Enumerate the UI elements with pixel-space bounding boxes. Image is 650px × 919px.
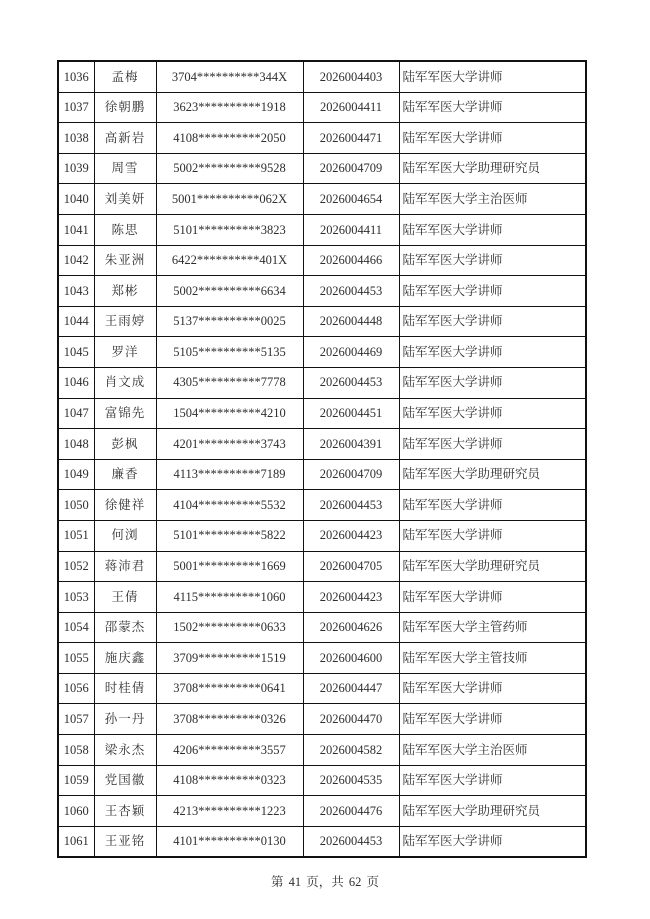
cell-code: 2026004423 xyxy=(303,582,399,613)
cell-id: 5002**********6634 xyxy=(156,276,303,307)
cell-title: 陆军军医大学讲师 xyxy=(399,398,586,429)
roster-table xyxy=(57,60,587,858)
cell-name: 郑彬 xyxy=(94,276,156,307)
cell-name: 时桂倩 xyxy=(94,673,156,704)
cell-seq: 1054 xyxy=(58,612,94,643)
cell-id: 4108**********2050 xyxy=(156,123,303,154)
cell-seq: 1057 xyxy=(58,704,94,735)
cell-name: 王倩 xyxy=(94,582,156,613)
cell-name: 徐朝鹏 xyxy=(94,92,156,123)
cell-seq: 1048 xyxy=(58,429,94,460)
cell-id: 4108**********0323 xyxy=(156,765,303,796)
table-row xyxy=(58,551,586,582)
table-row xyxy=(58,153,586,184)
cell-name: 施庆鑫 xyxy=(94,643,156,674)
cell-seq: 1055 xyxy=(58,643,94,674)
cell-code: 2026004451 xyxy=(303,398,399,429)
table-row xyxy=(58,306,586,337)
table-row xyxy=(58,826,586,857)
cell-code: 2026004600 xyxy=(303,643,399,674)
cell-name: 邵蒙杰 xyxy=(94,612,156,643)
table-row xyxy=(58,214,586,245)
cell-code: 2026004447 xyxy=(303,673,399,704)
cell-id: 4201**********3743 xyxy=(156,429,303,460)
cell-code: 2026004453 xyxy=(303,276,399,307)
cell-title: 陆军军医大学讲师 xyxy=(399,520,586,551)
cell-id: 3709**********1519 xyxy=(156,643,303,674)
cell-code: 2026004391 xyxy=(303,429,399,460)
cell-seq: 1037 xyxy=(58,92,94,123)
cell-code: 2026004411 xyxy=(303,92,399,123)
cell-name: 孙一丹 xyxy=(94,704,156,735)
page-indicator: 第 41 页，共 62 页 xyxy=(270,875,379,889)
cell-title: 陆军军医大学讲师 xyxy=(399,92,586,123)
cell-seq: 1059 xyxy=(58,765,94,796)
cell-title: 陆军军医大学讲师 xyxy=(399,429,586,460)
cell-id: 3704**********344X xyxy=(156,61,303,92)
cell-title: 陆军军医大学主管技师 xyxy=(399,643,586,674)
cell-name: 肖文成 xyxy=(94,367,156,398)
cell-name: 何浏 xyxy=(94,520,156,551)
cell-name: 富锦先 xyxy=(94,398,156,429)
cell-name: 徐健祥 xyxy=(94,490,156,521)
table-row xyxy=(58,765,586,796)
cell-code: 2026004453 xyxy=(303,367,399,398)
cell-seq: 1058 xyxy=(58,735,94,766)
cell-id: 5101**********5822 xyxy=(156,520,303,551)
cell-name: 党国徽 xyxy=(94,765,156,796)
cell-seq: 1039 xyxy=(58,153,94,184)
cell-title: 陆军军医大学助理研究员 xyxy=(399,459,586,490)
cell-code: 2026004709 xyxy=(303,459,399,490)
cell-id: 4206**********3557 xyxy=(156,735,303,766)
cell-name: 朱亚洲 xyxy=(94,245,156,276)
cell-code: 2026004476 xyxy=(303,796,399,827)
table-row xyxy=(58,490,586,521)
cell-code: 2026004626 xyxy=(303,612,399,643)
cell-id: 3708**********0326 xyxy=(156,704,303,735)
cell-seq: 1050 xyxy=(58,490,94,521)
cell-id: 1502**********0633 xyxy=(156,612,303,643)
cell-id: 5137**********0025 xyxy=(156,306,303,337)
cell-title: 陆军军医大学助理研究员 xyxy=(399,153,586,184)
cell-title: 陆军军医大学主管药师 xyxy=(399,612,586,643)
cell-id: 4101**********0130 xyxy=(156,826,303,857)
cell-code: 2026004403 xyxy=(303,61,399,92)
cell-seq: 1045 xyxy=(58,337,94,368)
cell-name: 廉香 xyxy=(94,459,156,490)
cell-seq: 1061 xyxy=(58,826,94,857)
cell-code: 2026004469 xyxy=(303,337,399,368)
cell-seq: 1046 xyxy=(58,367,94,398)
cell-code: 2026004470 xyxy=(303,704,399,735)
cell-code: 2026004582 xyxy=(303,735,399,766)
cell-id: 4213**********1223 xyxy=(156,796,303,827)
cell-id: 4305**********7778 xyxy=(156,367,303,398)
cell-code: 2026004535 xyxy=(303,765,399,796)
cell-id: 5001**********1669 xyxy=(156,551,303,582)
cell-code: 2026004471 xyxy=(303,123,399,154)
cell-name: 蒋沛君 xyxy=(94,551,156,582)
table-row xyxy=(58,582,586,613)
cell-id: 1504**********4210 xyxy=(156,398,303,429)
table-row xyxy=(58,643,586,674)
cell-id: 4113**********7189 xyxy=(156,459,303,490)
cell-name: 王雨婷 xyxy=(94,306,156,337)
table-row xyxy=(58,735,586,766)
cell-seq: 1041 xyxy=(58,214,94,245)
cell-name: 王杏颖 xyxy=(94,796,156,827)
cell-title: 陆军军医大学主治医师 xyxy=(399,735,586,766)
cell-seq: 1040 xyxy=(58,184,94,215)
cell-title: 陆军军医大学讲师 xyxy=(399,367,586,398)
cell-title: 陆军军医大学助理研究员 xyxy=(399,551,586,582)
table-row xyxy=(58,367,586,398)
cell-seq: 1044 xyxy=(58,306,94,337)
cell-id: 3708**********0641 xyxy=(156,673,303,704)
cell-code: 2026004411 xyxy=(303,214,399,245)
cell-id: 4104**********5532 xyxy=(156,490,303,521)
cell-code: 2026004453 xyxy=(303,826,399,857)
cell-title: 陆军军医大学讲师 xyxy=(399,337,586,368)
table-row xyxy=(58,245,586,276)
cell-name: 彭枫 xyxy=(94,429,156,460)
table-row xyxy=(58,612,586,643)
cell-title: 陆军军医大学讲师 xyxy=(399,214,586,245)
cell-seq: 1053 xyxy=(58,582,94,613)
table-row xyxy=(58,123,586,154)
cell-seq: 1052 xyxy=(58,551,94,582)
cell-id: 5001**********062X xyxy=(156,184,303,215)
cell-name: 陈思 xyxy=(94,214,156,245)
cell-title: 陆军军医大学讲师 xyxy=(399,245,586,276)
cell-title: 陆军军医大学讲师 xyxy=(399,490,586,521)
cell-seq: 1042 xyxy=(58,245,94,276)
table-row xyxy=(58,337,586,368)
cell-name: 高新岩 xyxy=(94,123,156,154)
table-row xyxy=(58,184,586,215)
cell-title: 陆军军医大学讲师 xyxy=(399,582,586,613)
cell-seq: 1036 xyxy=(58,61,94,92)
cell-title: 陆军军医大学主治医师 xyxy=(399,184,586,215)
cell-seq: 1051 xyxy=(58,520,94,551)
cell-code: 2026004709 xyxy=(303,153,399,184)
cell-id: 5101**********3823 xyxy=(156,214,303,245)
table-row xyxy=(58,429,586,460)
cell-id: 5002**********9528 xyxy=(156,153,303,184)
roster-body xyxy=(58,61,586,857)
cell-code: 2026004448 xyxy=(303,306,399,337)
cell-code: 2026004466 xyxy=(303,245,399,276)
cell-code: 2026004423 xyxy=(303,520,399,551)
cell-name: 周雪 xyxy=(94,153,156,184)
cell-name: 罗洋 xyxy=(94,337,156,368)
table-row xyxy=(58,61,586,92)
cell-seq: 1038 xyxy=(58,123,94,154)
cell-title: 陆军军医大学助理研究员 xyxy=(399,796,586,827)
cell-title: 陆军军医大学讲师 xyxy=(399,826,586,857)
cell-seq: 1043 xyxy=(58,276,94,307)
cell-id: 4115**********1060 xyxy=(156,582,303,613)
table-row xyxy=(58,459,586,490)
table-row xyxy=(58,276,586,307)
cell-title: 陆军军医大学讲师 xyxy=(399,673,586,704)
cell-title: 陆军军医大学讲师 xyxy=(399,61,586,92)
cell-code: 2026004654 xyxy=(303,184,399,215)
cell-name: 刘美妍 xyxy=(94,184,156,215)
cell-title: 陆军军医大学讲师 xyxy=(399,704,586,735)
cell-code: 2026004705 xyxy=(303,551,399,582)
cell-seq: 1047 xyxy=(58,398,94,429)
table-row xyxy=(58,796,586,827)
cell-title: 陆军军医大学讲师 xyxy=(399,123,586,154)
cell-title: 陆军军医大学讲师 xyxy=(399,765,586,796)
cell-id: 5105**********5135 xyxy=(156,337,303,368)
cell-id: 3623**********1918 xyxy=(156,92,303,123)
cell-name: 孟梅 xyxy=(94,61,156,92)
cell-name: 王亚铭 xyxy=(94,826,156,857)
cell-code: 2026004453 xyxy=(303,490,399,521)
cell-seq: 1056 xyxy=(58,673,94,704)
table-row xyxy=(58,92,586,123)
table-row xyxy=(58,398,586,429)
cell-title: 陆军军医大学讲师 xyxy=(399,276,586,307)
cell-title: 陆军军医大学讲师 xyxy=(399,306,586,337)
cell-seq: 1049 xyxy=(58,459,94,490)
cell-name: 梁永杰 xyxy=(94,735,156,766)
table-row xyxy=(58,673,586,704)
table-row xyxy=(58,704,586,735)
cell-seq: 1060 xyxy=(58,796,94,827)
table-row xyxy=(58,520,586,551)
cell-id: 6422**********401X xyxy=(156,245,303,276)
